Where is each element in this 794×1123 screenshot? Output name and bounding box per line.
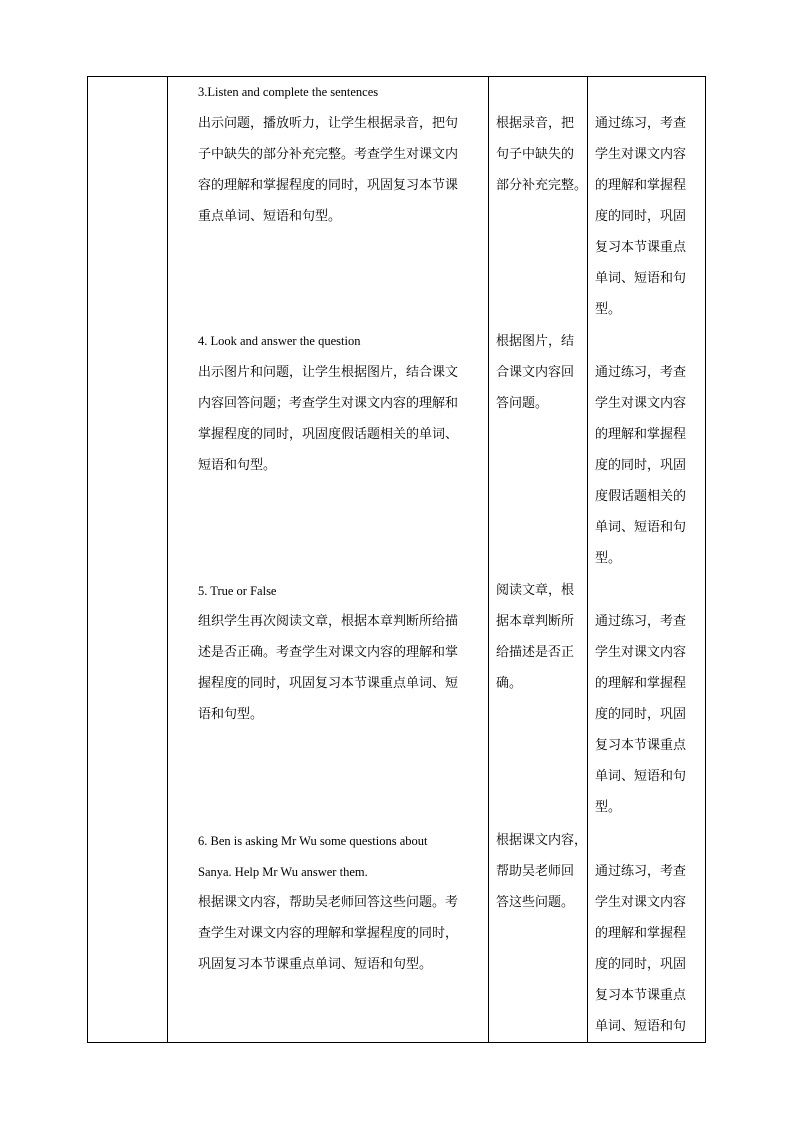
row-3-teacher-line: 出示问题，播放听力，让学生根据录音，把句 [198, 116, 459, 131]
row-6-title: 6. Ben is asking Mr Wu some questions about [198, 834, 428, 848]
row-5-student-line: 阅读文章，根 [496, 583, 575, 598]
row-6-purpose-line: 度的同时，巩固 [595, 957, 687, 972]
row-6-student-line: 答这些问题。 [496, 895, 575, 910]
row-4-teacher-line: 掌握程度的同时，巩固度假话题相关的单词、 [198, 427, 459, 442]
row-5-teacher-line: 组织学生再次阅读文章，根据本章判断所给描 [198, 614, 459, 629]
row-5-purpose-line: 复习本节课重点 [595, 738, 687, 753]
row-3-purpose-line: 的理解和掌握程 [595, 178, 687, 193]
row-5-title: 5. True or False [198, 584, 277, 598]
row-6-teacher-line: 巩固复习本节课重点单词、短语和句型。 [198, 957, 433, 972]
row-5-purpose-line: 通过练习，考查 [595, 614, 687, 629]
row-6-student-line: 帮助吴老师回 [496, 864, 575, 879]
row-4-purpose-line: 学生对课文内容 [595, 396, 687, 411]
row-3-student-line: 部分补充完整。 [496, 178, 588, 193]
row-3-teacher-line: 容的理解和掌握程度的同时，巩固复习本节课 [198, 178, 459, 193]
row-3-student-line: 根据录音，把 [496, 116, 575, 131]
column-divider [167, 77, 168, 1042]
row-3-title: 3.Listen and complete the sentences [198, 85, 379, 99]
row-5-purpose-line: 单词、短语和句 [595, 769, 687, 784]
row-4-purpose-line: 通过练习，考查 [595, 365, 687, 380]
row-6-title-cont: Sanya. Help Mr Wu answer them. [198, 865, 368, 879]
row-5-student-line: 据本章判断所 [496, 614, 575, 629]
row-6-purpose-line: 学生对课文内容 [595, 895, 687, 910]
row-4-purpose-line: 的理解和掌握程 [595, 427, 687, 442]
row-4-student-line: 答问题。 [496, 396, 549, 411]
row-6-purpose-line: 单词、短语和句 [595, 1019, 687, 1034]
row-6-purpose-line: 通过练习，考查 [595, 864, 687, 879]
row-6-teacher-line: 根据课文内容，帮助吴老师回答这些问题。考 [198, 895, 459, 910]
row-3-purpose-line: 单词、短语和句 [595, 271, 687, 286]
row-4-teacher-line: 短语和句型。 [198, 458, 277, 473]
row-4-student-line: 根据图片，结 [496, 334, 575, 349]
row-4-purpose-line: 单词、短语和句 [595, 520, 687, 535]
row-6-teacher-line: 查学生对课文内容的理解和掌握程度的同时， [198, 926, 459, 941]
row-4-student-line: 合课文内容回 [496, 365, 575, 380]
row-5-teacher-line: 语和句型。 [198, 707, 264, 722]
row-5-purpose-line: 的理解和掌握程 [595, 676, 687, 691]
row-6-student-line: 根据课文内容， [496, 833, 588, 848]
row-5-teacher-line: 述是否正确。考查学生对课文内容的理解和掌 [198, 645, 459, 660]
row-4-purpose-line: 型。 [595, 551, 622, 566]
row-5-student-line: 给描述是否正 [496, 645, 575, 660]
row-4-teacher-line: 内容回答问题；考查学生对课文内容的理解和 [198, 396, 459, 411]
row-3-purpose-line: 复习本节课重点 [595, 240, 687, 255]
column-divider [587, 77, 588, 1042]
row-4-teacher-line: 出示图片和问题，让学生根据图片，结合课文 [198, 365, 459, 380]
row-4-title: 4. Look and answer the question [198, 334, 361, 348]
row-3-purpose-line: 通过练习，考查 [595, 116, 687, 131]
row-4-purpose-line: 度的同时，巩固 [595, 458, 687, 473]
row-5-purpose-line: 型。 [595, 800, 622, 815]
row-3-purpose-line: 型。 [595, 302, 622, 317]
row-5-student-line: 确。 [496, 676, 523, 691]
row-6-purpose-line: 的理解和掌握程 [595, 926, 687, 941]
row-3-purpose-line: 度的同时，巩固 [595, 209, 687, 224]
row-4-purpose-line: 度假话题相关的 [595, 489, 687, 504]
row-3-student-line: 句子中缺失的 [496, 147, 575, 162]
row-3-teacher-line: 重点单词、短语和句型。 [198, 209, 342, 224]
row-5-teacher-line: 握程度的同时，巩固复习本节课重点单词、短 [198, 676, 459, 691]
row-6-purpose-line: 复习本节课重点 [595, 988, 687, 1003]
column-divider [488, 77, 489, 1042]
row-5-purpose-line: 学生对课文内容 [595, 645, 687, 660]
row-3-teacher-line: 子中缺失的部分补充完整。考查学生对课文内 [198, 147, 459, 162]
row-5-purpose-line: 度的同时，巩固 [595, 707, 687, 722]
row-3-purpose-line: 学生对课文内容 [595, 147, 687, 162]
